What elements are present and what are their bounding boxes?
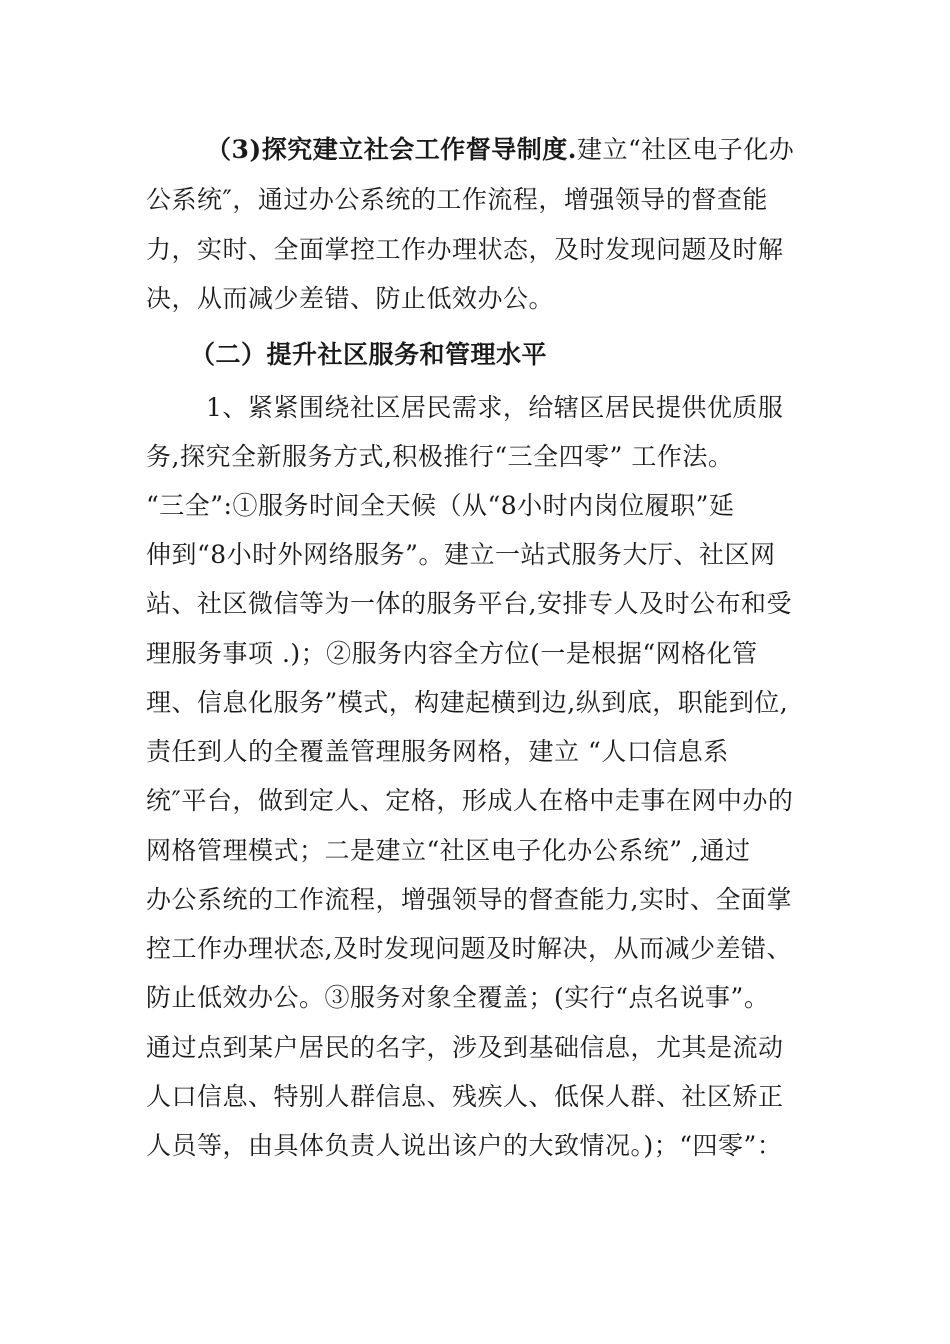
paragraph-2-line-5: 站、社区微信等为一体的服务平台,安排专人及时公布和受	[146, 589, 792, 618]
paragraph-2-line-11: 办公系统的工作流程，增强领导的督查能力,实时、全面掌	[146, 885, 792, 914]
paragraph-2-line-7: 理、信息化服务”模式，构建起横到边,纵到底，职能到位,	[146, 688, 789, 717]
paragraph-2-line-2: 务,探究全新服务方式,积极推行“三全四零” 工作法。	[146, 442, 734, 471]
paragraph-2-line-6: 理服务事项 .)；②服务内容全方位(一是根据“网格化管	[146, 639, 758, 668]
paragraph-1-line-3: 力，实时、全面掌控工作办理状态，及时发现问题及时解	[146, 235, 784, 264]
paragraph-2-line-10: 网格管理模式；二是建立“社区电子化办公系统” ,通过	[146, 836, 751, 865]
paragraph-2-line-16: 人员等，由具体负责人说出该户的大致情况。)；“四零”：	[146, 1131, 783, 1160]
paragraph-1-line-1-text: 建立“社区电子化办	[576, 135, 795, 164]
paragraph-1-line-2: 公系统″，通过办公系统的工作流程，增强领导的督查能	[146, 185, 768, 214]
paragraph-2-line-13: 防止低效办公。③服务对象全覆盖；(实行“点名说事”。	[146, 983, 770, 1012]
paragraph-2-line-8: 责任到人的全覆盖管理服务网格，建立 “人口信息系	[146, 737, 729, 766]
paragraph-2-line-12: 控工作办理状态,及时发现问题及时解决，从而减少差错、	[146, 934, 792, 963]
paragraph-2-line-1: 1、紧紧围绕社区居民需求，给辖区居民提供优质服	[206, 393, 784, 422]
paragraph-1-heading: （3)探究建立社会工作督导制度.	[206, 135, 577, 164]
paragraph-2-line-9: 统″平台，做到定人、定格，形成人在格中走事在网中办的	[146, 786, 794, 815]
section-heading: （二）提升社区服务和管理水平	[190, 340, 548, 369]
paragraph-1-line-1	[206, 134, 794, 166]
paragraph-1-line-4: 决，从而减少差错、防止低效办公。	[146, 284, 555, 313]
paragraph-2-line-4: 伸到“8小时外网络服务”。建立一站式服务大厅、社区网	[146, 540, 776, 569]
paragraph-2-line-14: 通过点到某户居民的名字，涉及到基础信息，尤其是流动	[146, 1033, 784, 1062]
paragraph-2-line-15: 人口信息、特别人群信息、残疾人、低保人群、社区矫正	[146, 1082, 784, 1111]
paragraph-2-line-3: “三全”:①服务时间全天候（从“8小时内岗位履职”延	[146, 491, 735, 520]
